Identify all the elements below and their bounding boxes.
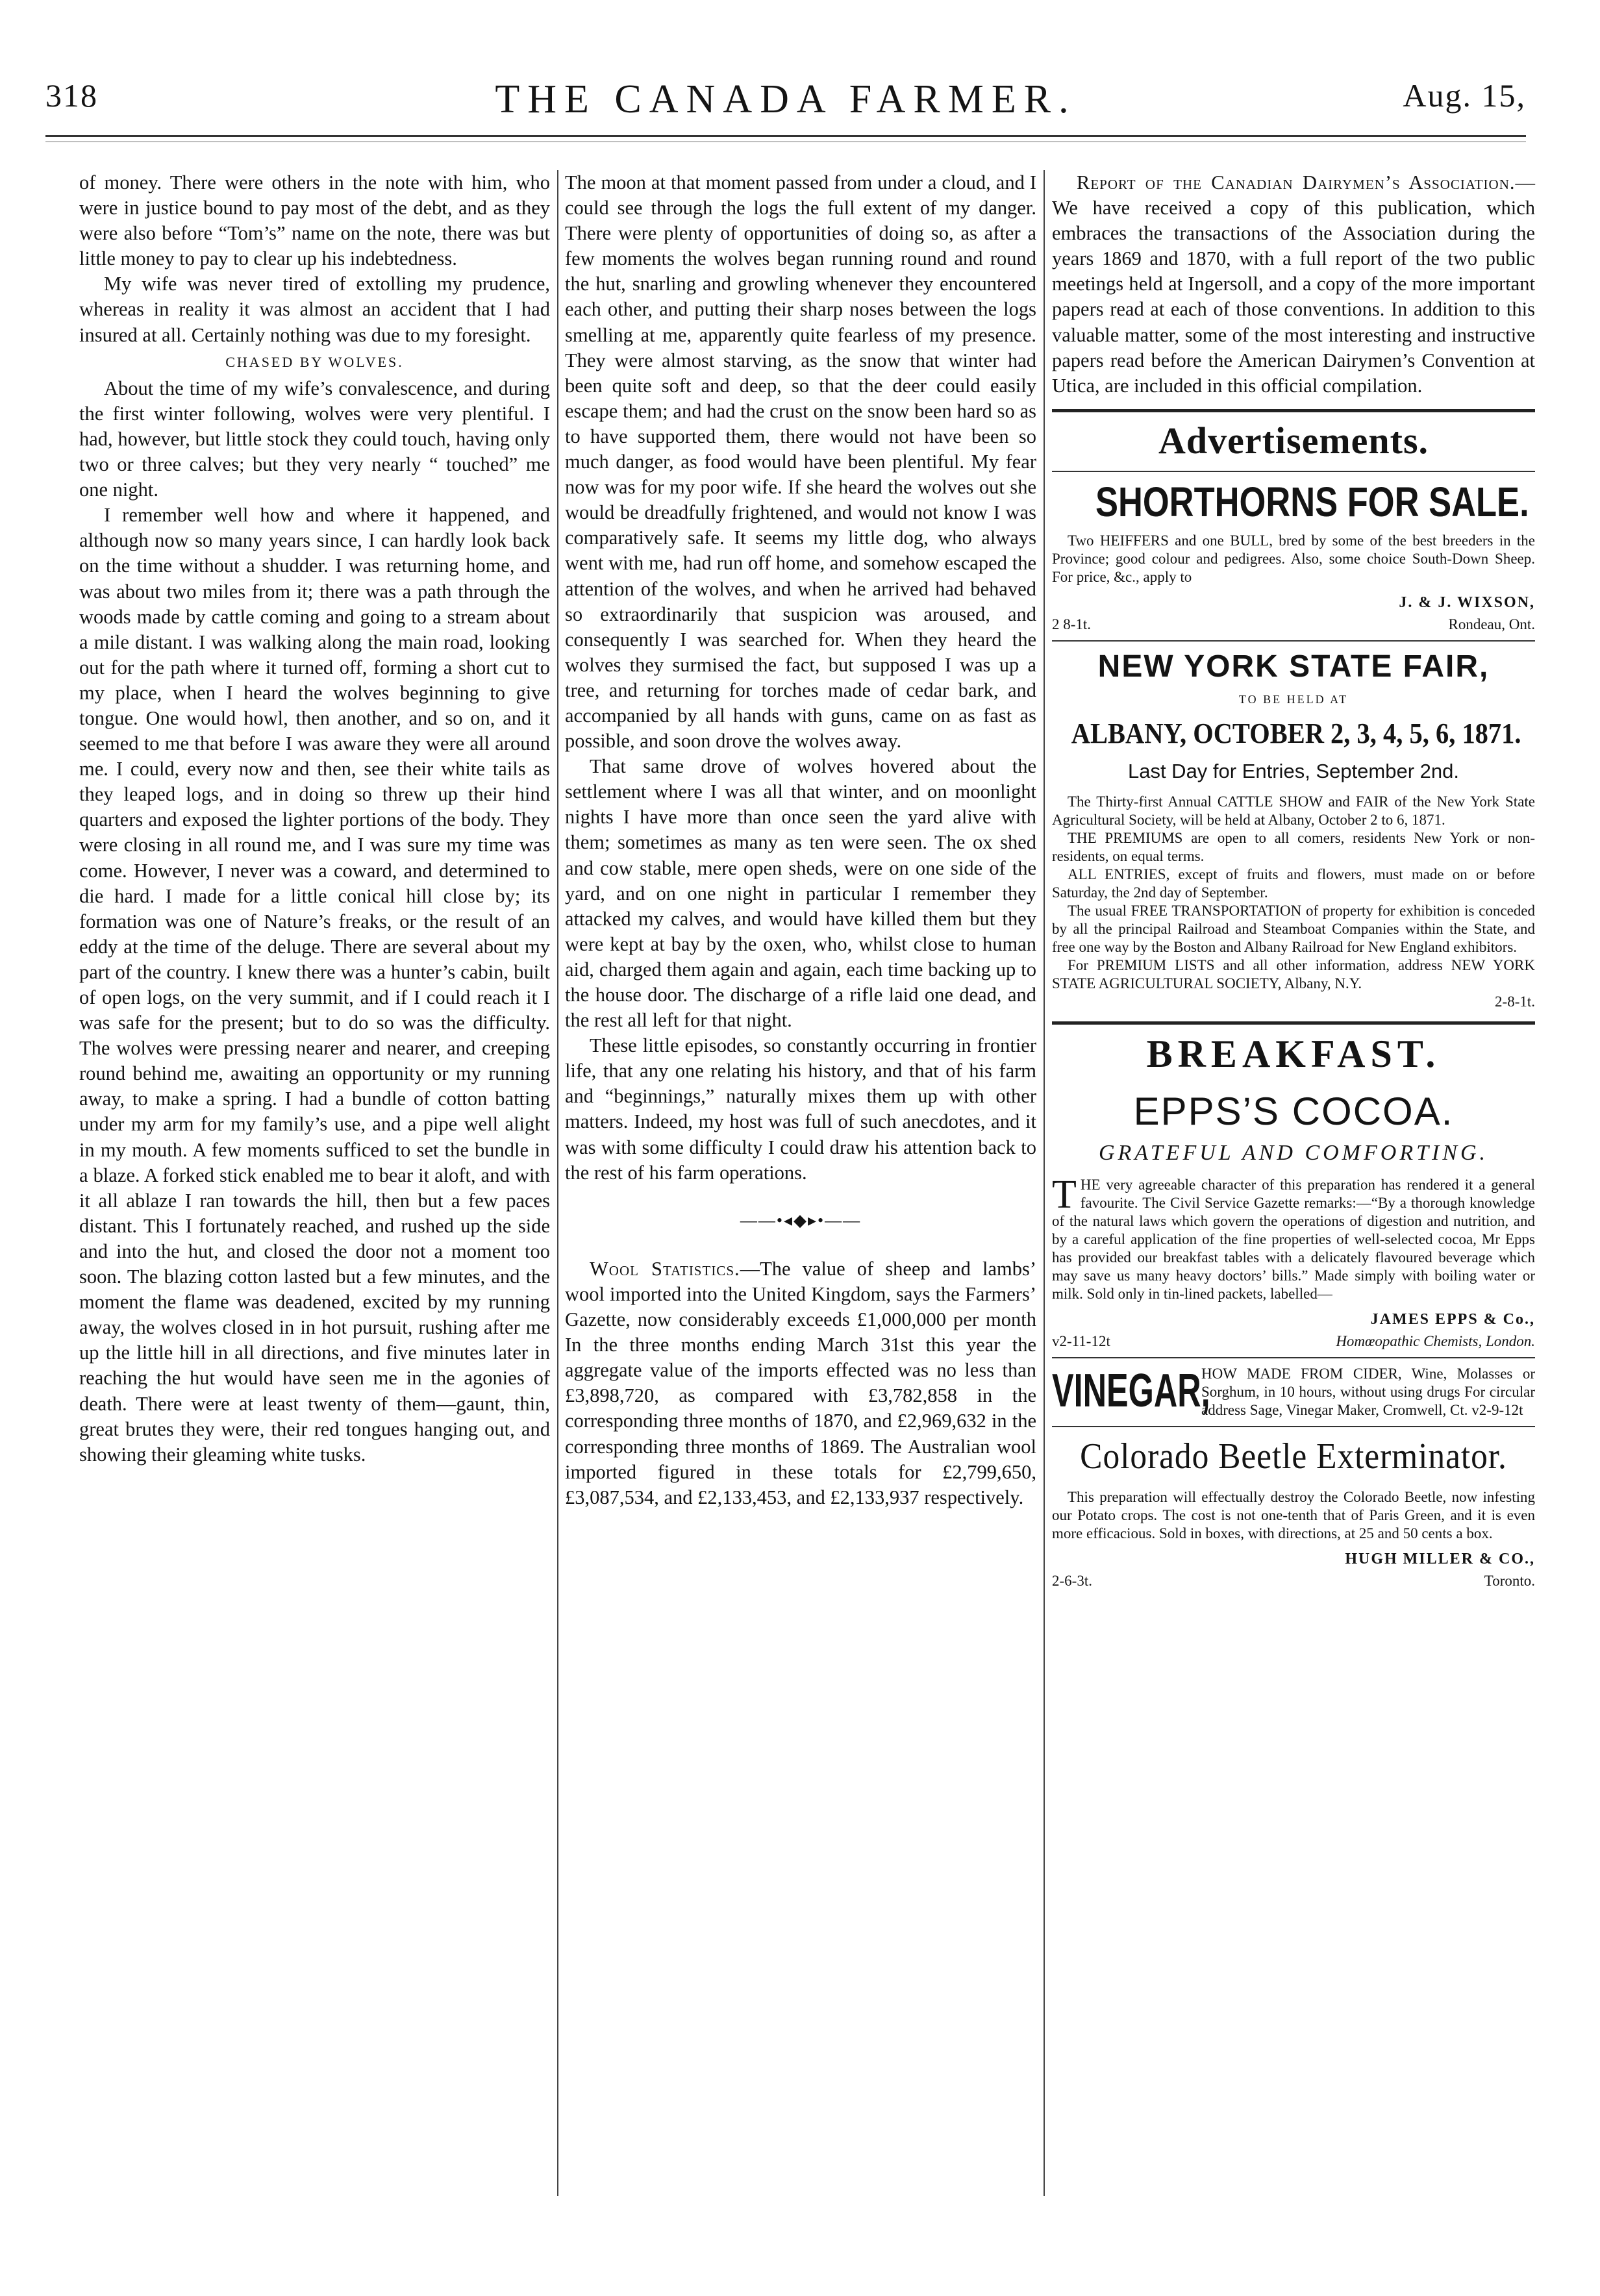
paragraph: About the time of my wife’s convalescence, and during the first winter following, wolves were very plentiful. I had, however, but little stock they could touch, having only two or three calves; but they very nearly “ touched” me one night. [79, 377, 550, 501]
ad-text: The usual FREE TRANSPORTATION of property for exhibition is conceded by all the principal Railroad and Steamboat Companies within the State, and free one way by the Boston and Albany Railroad for New England exhibitors. [1052, 903, 1535, 956]
ad-text: HOW MADE FROM CIDER, Wine, Molasses or Sorghum, in 10 hours, without using drugs For circular address Sage, Vinegar Maker, Cromwell, Ct. [1201, 1366, 1535, 1419]
ad-text: ALL ENTRIES, except of fruits and flowers, must made on or before Saturday, the 2nd day of September. [1052, 866, 1535, 901]
ad-text: The Thirty-first Annual CATTLE SHOW and FAIR of the New York State Agricultural Society, will be held at Albany, October 2 to 6, 1871. [1052, 793, 1535, 829]
section-heading: CHASED BY WOLVES. [225, 353, 404, 370]
paragraph-text: —The value of sheep and lambs’ wool imported into the United Kingdom, says the Farmers’ Gazette, now considerably exceeds £1,000,000 per month In the three months ending March 31st this year the aggregate value of the imports effected was no less than £3,898,720, as compared with £3,782,858 in the corresponding three months of 1870, and £2,969,632 in the corresponding three months of 1869. The Australian wool imported figured in these totals for £2,799,650, £3,087,534, and £2,133,453, and £2,133,937 respectively. [565, 1257, 1036, 1508]
newspaper-title: THE CANADA FARMER. [495, 77, 1077, 121]
rule [1052, 1021, 1535, 1025]
ad-place: Rondeau, Ont. [1448, 616, 1535, 632]
ad-code: v2-9-12t [1471, 1402, 1523, 1419]
ad-title: Colorado Beetle Exterminator. [1080, 1436, 1507, 1477]
ad-body [1201, 1365, 1535, 1419]
column-divider [557, 170, 558, 2196]
rule [1052, 640, 1535, 642]
ad-body [1052, 1173, 1535, 1303]
paragraph: I remember well how and where it happened, and although now so many years since, I can hardly look back on the time without a shudder. I was returning home, and was about two miles from it; there was a path through the woods made by cattle coming and going to a stream about a mile distant. I was walking along the main road, looking out for the path where it turned off, forming a short cut to my place, when I heard the wolves beginning to give tongue. One would howl, then another, and so on, and it seemed to me that before I was aware they were all around me. I could, every now and then, see their white tails as they leaped logs, and in doing so threw up their hind quarters and exposed the lighter portions of the body. They were closing in all round me, and I was sure my time was come. However, I never was a coward, and determined to die hard. I made for a little conical hill close by; its formation was one of Nature’s freaks, or the result of an eddy at the time of the deluge. There are several about my part of the country. I knew there was a hunter’s cabin, built of open logs, on the very summit, and if I could reach it I was safe for the present; but to do so was the difficulty. The wolves were pressing nearer and nearer, and creeping round behind me, awaiting an opportunity or my running away, to make a spring. I had a bundle of cotton batting under my arm for my family’s use, and a pipe well alight in my mouth. A few moments sufficed to set the bundle in a blaze. A forked stick enabled me to bear it aloft, and with it all ablaze I ran towards the hill, then but a few paces distant. This I fortunately reached, and rushed up the side and into the hut, and closed the door not a moment too soon. The blazing cotton lasted but a few minutes, and the moment the flame was deadened, excited by my running away, the wolves closed in in hot pursuit, rushing after me up the little hill in all directions, and five minutes later in reaching the hut would have seen me in the agonies of death. There were at least twenty of them—gaunt, thin, great brutes they were, their red tongues hanging out, and showing their gleaming white tusks. [79, 504, 550, 1466]
ad-subtitle: TO BE HELD AT [1238, 692, 1349, 706]
advertisements-heading: Advertisements. [1158, 419, 1429, 462]
run-in-heading: Wool Statistics. [590, 1257, 740, 1280]
ad-title: NEW YORK STATE FAIR, [1097, 649, 1490, 684]
ad-title: BREAKFAST. [1146, 1032, 1441, 1076]
rule [1052, 1426, 1535, 1427]
ad-footer [1052, 1572, 1535, 1590]
paragraph: These little episodes, so constantly occurring in frontier life, that any one relating his history, and that of his farm and “beginnings,” naturally mixes them up with other matters. Indeed, my host was full of such anecdotes, and it was with some difficulty I could draw his attention back to the rest of his farm operations. [565, 1034, 1036, 1184]
ad-text: THE PREMIUMS are open to all comers, residents New York or non-residents, on equal terms. [1052, 830, 1535, 865]
epps-cocoa-ad [1052, 1031, 1535, 1351]
state-fair-ad [1052, 648, 1535, 1011]
ad-title: SHORTHORNS FOR SALE. [1095, 478, 1529, 525]
ad-code: v2-11-12t [1052, 1333, 1110, 1350]
paragraph-text: —We have received a copy of this publication, which embraces the transactions of the Association during the years 1869 and 1870, with a full report of the two public meetings held at Ingersoll, and a copy of the more important papers read at each of those conventions. In addition to this valuable matter, some of the most interesting and instructive papers read before the American Dairymen’s Convention at Utica, are included in this official compilation. [1052, 171, 1535, 397]
rule [1052, 471, 1535, 472]
paragraph: of money. There were others in the note with him, who were in justice bound to pay most of the debt, and as they were also before “Tom’s” name on the note, there was but little money to pay to clear up his indebtedness. [79, 171, 550, 270]
ad-text: HE very agreeable character of this preparation has rendered it a general favourite. The Civil Service Gazette remarks:—“By a thorough knowledge of the natural laws which govern the operations of digestion and nutrition, and by a careful application of the fine properties of well-selected cocoa, Mr Epps has provided our breakfast tables with a delicately flavoured beverage which may save us many heavy doctors’ bills.” Made simply with boiling water or milk. Sold only in tin-lined packets, labelled— [1052, 1177, 1535, 1303]
ad-code: 2-8-1t. [1495, 993, 1535, 1010]
report-paragraph [1052, 170, 1535, 399]
entry-deadline: Last Day for Entries, September 2nd. [1127, 760, 1460, 783]
ad-place: Homœopathic Chemists, London. [1336, 1333, 1535, 1350]
paragraph: That same drove of wolves hovered about the settlement where I was all that winter, and on moonlight nights I have more than once seen the yard alive with them; sometimes as many as ten were seen. The ox shed and cow stable, mere open sheds, were on one side of the yard, and on one night in particular I remember they attacked my calves, and would have killed them but they were kept at bay by the oxen, who, whilst close to human aid, charged them again and again, each time backing up to the house door. The discharge of a rifle laid one dead, and the rest all left for that night. [565, 755, 1036, 1032]
page-number: 318 [45, 77, 98, 114]
advertiser-name: HUGH MILLER & CO., [1345, 1551, 1535, 1568]
vinegar-ad [1052, 1365, 1535, 1419]
ad-text: This preparation will effectually destroy the Colorado Beetle, now infesting our Potato crops. The cost is not one-tenth that of Paris Green, and it is even more efficacious. Sold in boxes, with directions, at 25 and 50 cents a box. [1052, 1489, 1535, 1542]
colorado-beetle-ad [1052, 1434, 1535, 1590]
product-name: EPPS’S COCOA. [1133, 1090, 1454, 1134]
wool-statistics-paragraph [565, 1256, 1036, 1510]
column-1 [79, 170, 550, 1467]
ornamental-divider: ——•◂◆▸•—— [740, 1210, 862, 1230]
ad-footer [1052, 616, 1535, 634]
ad-body [1052, 793, 1535, 1011]
fair-dates: ALBANY, OCTOBER 2, 3, 4, 5, 6, 1871. [1071, 718, 1521, 750]
rule [1052, 409, 1535, 412]
advertiser-name: JAMES EPPS & Co., [1370, 1311, 1535, 1329]
rule [1052, 1357, 1535, 1358]
ad-title: VINEGAR, [1052, 1365, 1210, 1417]
column-2 [565, 170, 1036, 1510]
ad-place: Toronto. [1484, 1573, 1535, 1590]
masthead-rule [45, 135, 1526, 137]
ad-body [1052, 532, 1535, 586]
masthead [45, 77, 1526, 129]
shorthorns-ad [1052, 479, 1535, 634]
paragraph: The moon at that moment passed from under a cloud, and I could see through the logs the full extent of my danger. There were plenty of opportunities of doing so, as after a few moments the wolves began running round and round the hut, snarling and growling whenever they encountered each other, and putting their sharp noses between the logs smelling at me, apparently quite fearless of my presence. They were almost starving, as the snow that winter had been quite soft and deep, so that the deer could easily escape them; and had the crust on the snow been hard so as to have supported them, there would not have been so much danger, as food would have been plentiful. My fear now was for my poor wife. If she heard the wolves out she would be dreadfully frightened, and would not know I was comparatively safe. It seems my little dog, who always went with me, had run off home, and somehow escaped the attention of the wolves, and when he arrived had behaved so extraordinarily that suspicion was aroused, and consequently I was searched for. When they heard the wolves they surmised the fact, but supposed I was up a tree, and returning for torches made of cedar bark, and accompanied by all hands with guns, came on as fast as possible, and soon drove the wolves away. [565, 171, 1036, 753]
ad-text: For PREMIUM LISTS and all other information, address NEW YORK STATE AGRICULTURAL SOCIETY, Albany, N.Y. [1052, 957, 1535, 992]
ad-body [1052, 1488, 1535, 1543]
ad-code: 2-6-3t. [1052, 1573, 1092, 1590]
drop-cap: T [1052, 1173, 1077, 1217]
run-in-heading: Report of the Canadian Dairymen’s Association. [1077, 171, 1516, 193]
ad-code: 2 8-1t. [1052, 616, 1092, 632]
issue-date: Aug. 15, [1403, 77, 1526, 114]
paragraph: My wife was never tired of extolling my prudence, whereas in reality it was almost an accident that I had insured at all. Certainly nothing was due to my foresight. [79, 273, 550, 346]
column-3 [1052, 170, 1535, 1590]
advertiser-name: J. & J. WIXSON, [1399, 593, 1535, 611]
ad-footer [1052, 1332, 1535, 1351]
ad-text: Two HEIFFERS and one BULL, bred by some of the best breeders in the Province; good colour and pedigrees. Also, some choice South-Down Sheep. For price, &c., apply to [1052, 532, 1535, 585]
column-divider [1044, 170, 1045, 2196]
ad-subtitle: GRATEFUL AND COMFORTING. [1098, 1141, 1489, 1166]
